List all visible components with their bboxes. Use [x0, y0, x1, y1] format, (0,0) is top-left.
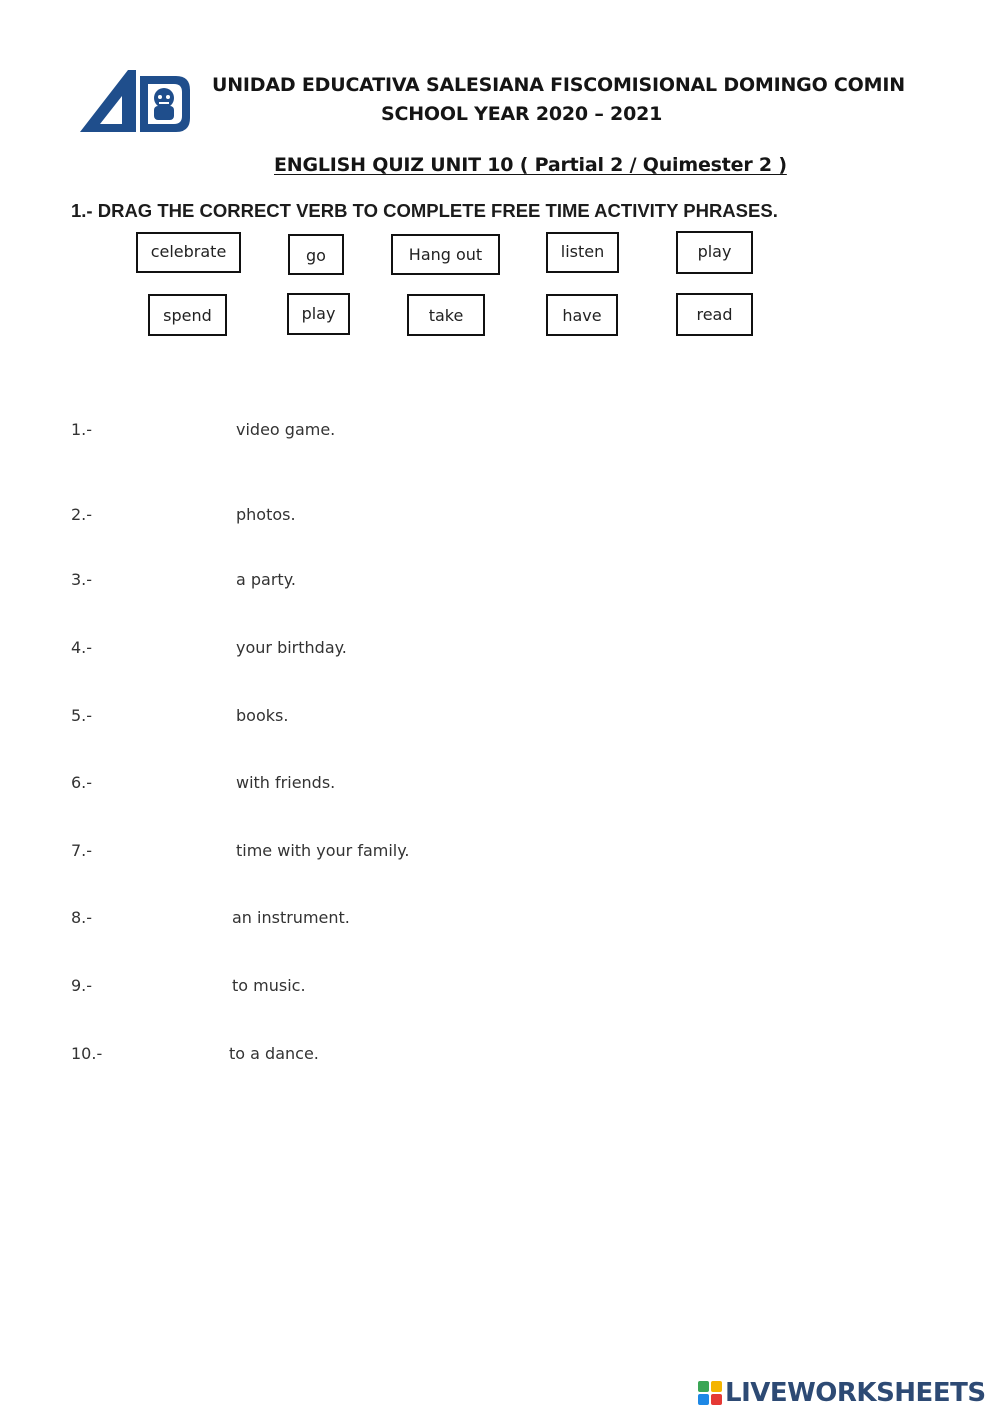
question-text: to a dance.: [229, 1044, 319, 1063]
answer-drop-slot[interactable]: [105, 503, 225, 529]
question-text: time with your family.: [236, 841, 410, 860]
question-number: 8.-: [71, 908, 93, 927]
word-chip-go[interactable]: go: [288, 234, 344, 275]
school-year: SCHOOL YEAR 2020 – 2021: [381, 103, 663, 125]
answer-drop-slot[interactable]: [105, 771, 225, 797]
instruction-heading: 1.- DRAG THE CORRECT VERB TO COMPLETE FREE TIME ACTIVITY PHRASES.: [71, 200, 778, 221]
question-number: 6.-: [71, 773, 93, 792]
word-chip-spend[interactable]: spend: [148, 294, 227, 336]
question-number: 5.-: [71, 706, 93, 725]
question-text: a party.: [236, 570, 296, 589]
answer-drop-slot[interactable]: [105, 704, 225, 730]
liveworksheets-logo-icon: [697, 1380, 723, 1406]
answer-drop-slot[interactable]: [105, 418, 225, 444]
word-chip-play-2[interactable]: play: [287, 293, 350, 335]
question-number: 9.-: [71, 976, 93, 995]
question-text: to music.: [232, 976, 306, 995]
word-chip-listen[interactable]: listen: [546, 232, 619, 273]
answer-drop-slot[interactable]: [105, 568, 225, 594]
liveworksheets-wordmark: LIVEWORKSHEETS: [725, 1378, 986, 1408]
quiz-title: ENGLISH QUIZ UNIT 10 ( Partial 2 / Quimester 2 ): [274, 154, 787, 176]
question-text: photos.: [236, 505, 296, 524]
liveworksheets-branding[interactable]: [697, 1376, 997, 1410]
question-number: 3.-: [71, 570, 93, 589]
question-number: 2.-: [71, 505, 93, 524]
question-number: 7.-: [71, 841, 93, 860]
word-chip-have[interactable]: have: [546, 294, 618, 336]
question-number: 4.-: [71, 638, 93, 657]
word-chip-celebrate[interactable]: celebrate: [136, 232, 241, 273]
answer-drop-slot[interactable]: [105, 906, 225, 932]
question-text: books.: [236, 706, 289, 725]
question-text: an instrument.: [232, 908, 350, 927]
school-logo-icon: [78, 68, 192, 138]
answer-drop-slot[interactable]: [105, 1042, 225, 1068]
question-text: video game.: [236, 420, 336, 439]
word-chip-take[interactable]: take: [407, 294, 485, 336]
question-text: your birthday.: [236, 638, 347, 657]
answer-drop-slot[interactable]: [105, 636, 225, 662]
question-text: with friends.: [236, 773, 336, 792]
question-number: 10.-: [71, 1044, 103, 1063]
school-name: UNIDAD EDUCATIVA SALESIANA FISCOMISIONAL DOMINGO COMIN: [212, 74, 905, 96]
question-number: 1.-: [71, 420, 93, 439]
word-chip-read[interactable]: read: [676, 293, 753, 336]
word-chip-play-1[interactable]: play: [676, 231, 753, 274]
word-chip-hang-out[interactable]: Hang out: [391, 234, 500, 275]
answer-drop-slot[interactable]: [105, 974, 225, 1000]
answer-drop-slot[interactable]: [105, 839, 225, 865]
